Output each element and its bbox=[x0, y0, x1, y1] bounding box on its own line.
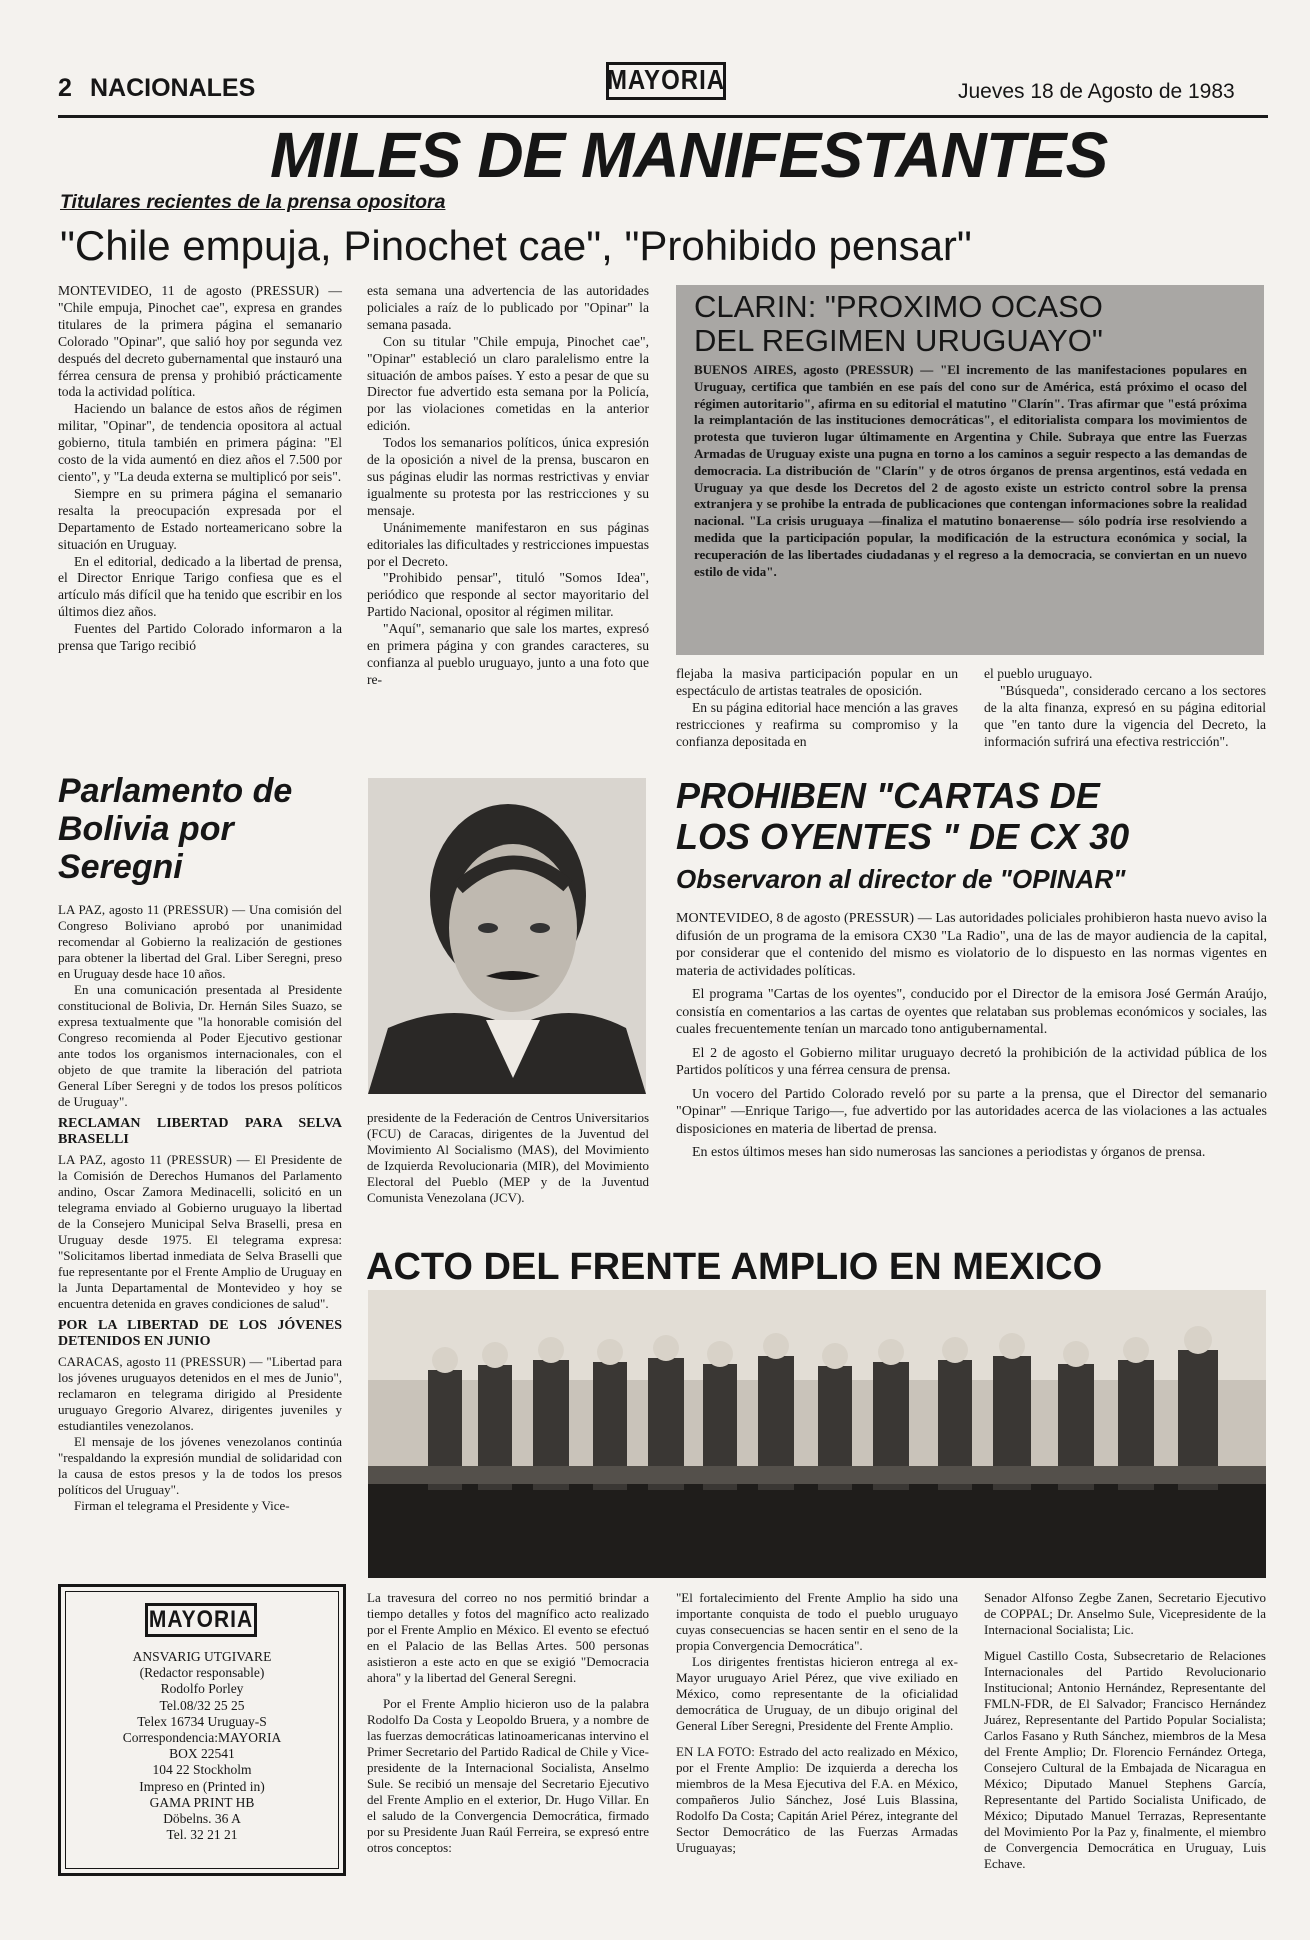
mexico-photo-caption: EN LA FOTO: Estrado del acto realizado en México, por el Frente Amplio: De izquierda a derecha los miembros de la Mesa Ejecutiva del F.A. en México, compañeros Julio Sánchez, José Luis Blassina, Rodolfo Da Costa; Capitán Ariel Pérez, integrante del Sector Democrático de las Fuerzas Armadas Uruguayas; bbox=[676, 1744, 958, 1855]
imprint-line: Impreso en (Printed in) bbox=[139, 1778, 265, 1794]
mexico-column-2 bbox=[676, 1590, 958, 1856]
lead-paragraph: flejaba la masiva participación popular en un espectáculo de artistas teatrales de oposición. bbox=[676, 666, 958, 698]
imprint-box bbox=[58, 1584, 346, 1876]
mexico-paragraph: Miguel Castillo Costa, Subsecretario de Relaciones Internacionales del Partido Revolucionario Institucional; Antonio Hernández, Representante del FMLN-FDR, de El Salvador; Francisco Hernández Juárez, Representante del Partido Popular Socialista; Carlos Fasano y Ruth Sánchez, miembros de la Mesa del Frente Amplio; Dr. Florencio Fernández Ortega, Consejero Cultural de la Embajada de Nicaragua en México; Diputado Manuel Stephens García, Representante del Partido Socialista Unificado, de México; Diputado Manuel Terrazas, Representante del Movimiento Por la Paz y, finalmente, el miembro de Convergencia Democrática en Uruguay, Luis Echave. bbox=[984, 1648, 1266, 1871]
imprint-line: (Redactor responsable) bbox=[139, 1665, 265, 1681]
lead-story-column-4 bbox=[984, 666, 1266, 751]
mexico-paragraph: Senador Alfonso Zegbe Zanen, Secretario Ejecutivo de COPPAL; Dr. Anselmo Sule, Vicepresidente de la Internacional Socialista; Lic. bbox=[984, 1590, 1266, 1637]
mexico-paragraph: Los dirigentes frentistas hicieron entrega al ex-Mayor uruguayo Ariel Pérez, que vive exiliado en México, como representante de la oficialidad democrática de Uruguay, de un dibujo original del General Líber Seregni, Presidente del Frente Amplio. bbox=[676, 1654, 958, 1733]
lead-paragraph: Unánimemente manifestaron en sus páginas editoriales las dificultades y restricciones impuestas por el Decreto. bbox=[367, 519, 649, 569]
lead-story-column-2 bbox=[367, 283, 649, 689]
bolivia-paragraph: En una comunicación presentada al Presidente constitucional de Bolivia, Dr. Hernán Siles Suazo, se expresa textualmente que "la honorable comisión del Congreso recomienda al Poder Ejecutivo gestionar ante todos los organismos internacionales, con el objeto de que tramite la liberación del patriota General Líber Seregni y de todos los presos políticos de Uruguay". bbox=[58, 982, 342, 1109]
clarin-body: BUENOS AIRES, agosto (PRESSUR) — "El incremento de las manifestaciones populares en Uruguay, certifica que también en ese país del cono sur de América, está próximo el ocaso del régimen autoritario", afirma en su editorial el matutino "Clarín". Tras afirmar que "está próxima la reimplantación de las instituciones democráticas", el editorialista compara los movimientos de protesta que tuvieron lugar últimamente en Argentina y Chile. Subraya que entre las Fuerzas Armadas de Uruguay existe una pugna en torno a los caminos a seguir respecto a las demandas de democracia. La distribución de "Clarín" y de otros órganos de prensa argentinos, está vedada en Uruguay ya que desde los Decretos del 2 de agosto existe un estricto control sobre la prensa extranjera y se prohibe la entrada de publicaciones que contengan informaciones sobre la realidad nacional. "La crisis uruguaya —finaliza el matutino bonaerense— sólo podría irse resolviendo a medida que la participación popular, la modificación de la estructura económica y social, la recuperación de las libertades ciudadanas y el regreso a la democracia, se conviertan en un nuevo estilo de vida". bbox=[694, 362, 1247, 579]
imprint-line: 104 22 Stockholm bbox=[152, 1762, 252, 1778]
lead-story-column-3 bbox=[676, 666, 958, 751]
imprint-logo-text: MAYORIA bbox=[148, 1606, 254, 1633]
jovenes-paragraph: CARACAS, agosto 11 (PRESSUR) — "Libertad para los jóvenes uruguayos detenidos en el mes de Junio", reclamaron en telegrama dirigido al Presidente uruguayo Gregorio Alvarez, dirigentes juveniles y estudiantiles venezolanos. bbox=[58, 1354, 342, 1433]
lead-paragraph: Siempre en su primera página el semanario resalta la preocupación expresada por el Departamento de Estado norteamericano sobre la situación en Uruguay. bbox=[58, 485, 342, 552]
imprint-line: Döbelns. 36 A bbox=[163, 1811, 241, 1827]
mexico-column-3 bbox=[984, 1590, 1266, 1872]
lead-paragraph: Todos los semanarios políticos, única expresión de la oposición a nivel de la prensa, buscaron en sus páginas eludir las normas restrictivas y enviar igualmente su protesta por las restricciones y su mensaje. bbox=[367, 435, 649, 518]
clarin-box bbox=[676, 285, 1264, 655]
cx30-column bbox=[676, 910, 1267, 1162]
cx30-paragraph: El programa "Cartas de los oyentes", conducido por el Director de la emisora José Germán Araújo, consistía en comentarios a las cartas de oyentes que relataban sus problemas económicos y sociales, las cuales frecuentemente tenían un marcado tono antigubernamental. bbox=[676, 987, 1267, 1037]
imprint-line: Rodolfo Porley bbox=[160, 1681, 244, 1697]
issue-date: Jueves 18 de Agosto de 1983 bbox=[958, 80, 1235, 103]
main-headline: MILES DE MANIFESTANTES bbox=[270, 119, 1108, 191]
page-number: 2 bbox=[58, 74, 72, 102]
lead-paragraph: "Búsqueda", considerado cercano a los sectores de la alta finanza, expresó en su página editorial que "en tanto dure la vigencia del Decreto, la información sufrirá una efectiva restricción". bbox=[984, 682, 1266, 749]
event-stage-illustration bbox=[368, 1290, 1266, 1578]
braselli-paragraph: LA PAZ, agosto 11 (PRESSUR) — El Presidente de la Comisión de Derechos Humanos del Parlamento andino, Oscar Zamora Medinacelli, solicitó en un telegrama enviado al Gobierno uruguayo la libertad de la Consejero Municipal Selva Braselli, presa en Uruguay desde 1975. El telegrama expresa: "Solicitamos libertad inmediata de Selva Braselli que fue representante por el Frente Amplio de Uruguay en la Junta Departamental de Montevideo y hoy se encuentra detenida en graves condiciones de salud". bbox=[58, 1152, 342, 1311]
cx30-paragraph: El 2 de agosto el Gobierno militar uruguayo decretó la prohibición de la actividad pública de los Partidos políticos y una férrea censura de prensa. bbox=[676, 1045, 1267, 1078]
jovenes-paragraph: Firman el telegrama el Presidente y Vice- bbox=[74, 1498, 290, 1513]
subhead-braselli: RECLAMAN LIBERTAD PARA SELVA BRASELLI bbox=[58, 1116, 342, 1147]
jovenes-paragraph: El mensaje de los jóvenes venezolanos continúa "respaldando la expresión mundial de solidaridad con la causa de estos presos y la de todos los presos políticos del Uruguay". bbox=[58, 1434, 342, 1497]
mexico-paragraph: "El fortalecimiento del Frente Amplio ha sido una importante conquista de todo el pueblo uruguayo cuyas consecuencias se hacen sentir en el seno de la propia Convergencia Democrática". bbox=[676, 1590, 958, 1653]
imprint-line: Telex 16734 Uruguay-S bbox=[137, 1713, 267, 1729]
bolivia-paragraph: LA PAZ, agosto 11 (PRESSUR) — Una comisión del Congreso Boliviano aprobó por unanimidad recomendar al Gobierno la realización de gestiones para obtener la libertad del Gral. Liber Seregni, preso en Uruguay desde hace 10 años. bbox=[58, 902, 342, 981]
imprint-line: ANSVARIG UTGIVARE bbox=[132, 1649, 272, 1664]
imprint-line: BOX 22541 bbox=[169, 1746, 235, 1762]
mexico-column-1 bbox=[367, 1590, 649, 1856]
cx30-headline-line-1: PROHIBEN "CARTAS DE bbox=[676, 775, 1100, 816]
subheadline: "Chile empuja, Pinochet cae", "Prohibido pensar" bbox=[60, 222, 972, 269]
lead-paragraph: Haciendo un balance de estos años de régimen militar, "Opinar", de tendencia opositora al actual gobierno, titula también en primera página: "El costo de la vida aumentó en diez años el 7.500 por ciento", y "La deuda externa se multiplicó por seis". bbox=[58, 401, 342, 484]
bolivia-headline: Parlamento de Bolivia por Seregni bbox=[58, 772, 293, 886]
lead-paragraph: En su página editorial hace mención a las graves restricciones y reafirma su compromiso y la confianza depositada en bbox=[676, 699, 958, 749]
cx30-subhead: Observaron al director de "OPINAR" bbox=[676, 864, 1126, 894]
clarin-title-line-2: DEL REGIMEN URUGUAYO" bbox=[694, 323, 1103, 358]
imprint-line: Correspondencia:MAYORIA bbox=[122, 1730, 282, 1746]
imprint-lines bbox=[61, 1649, 343, 1843]
imprint-logo bbox=[145, 1603, 257, 1637]
lead-story-column-1 bbox=[58, 283, 342, 655]
lead-paragraph: MONTEVIDEO, 11 de agosto (PRESSUR) — "Chile empuja, Pinochet cae", expresa en grandes titulares de la primera página el semanario Colorado "Opinar", que salió hoy por segunda vez después del decreto gubernamental que instauró una férrea censura de prensa y prohibió prácticamente toda la actividad política. bbox=[58, 283, 342, 400]
lead-paragraph: En el editorial, dedicado a la libertad de prensa, el Director Enrique Tarigo confiesa que es el artículo más difícil que ha tenido que escribir en los últimos diez años. bbox=[58, 553, 342, 620]
lead-paragraph: el pueblo uruguayo. bbox=[984, 666, 1093, 681]
masthead-logo-text: MAYORIA bbox=[606, 64, 726, 96]
lead-paragraph: esta semana una advertencia de las autoridades policiales a raíz de lo publicado por "Opinar" la semana pasada. bbox=[367, 283, 649, 332]
imprint-line: GAMA PRINT HB bbox=[149, 1794, 255, 1810]
cx30-paragraph: MONTEVIDEO, 8 de agosto (PRESSUR) — Las autoridades policiales prohibieron hasta nuevo aviso la difusión de un programa de la emisora CX30 "La Radio", una de las de mayor audiencia de la capital, por considerar que el contenido del mismo es violatorio de lo dispuesto en las normas vigentes en materia de actividades políticas. bbox=[676, 911, 1267, 979]
subhead-jovenes: POR LA LIBERTAD DE LOS JÓVENES DETENIDOS EN JUNIO bbox=[58, 1318, 342, 1349]
imprint-line: Tel. 32 21 21 bbox=[166, 1827, 238, 1843]
cx30-paragraph: En estos últimos meses han sido numerosas las sanciones a periodistas y órganos de prensa. bbox=[692, 1145, 1206, 1160]
clarin-title-line-1: CLARIN: "PROXIMO OCASO bbox=[694, 289, 1103, 324]
mexico-event-photo bbox=[368, 1290, 1266, 1578]
mexico-headline: ACTO DEL FRENTE AMPLIO EN MEXICO bbox=[366, 1246, 1103, 1288]
section-title: NACIONALES bbox=[90, 74, 256, 102]
portrait-illustration bbox=[368, 778, 646, 1094]
cx30-headline-line-2: LOS OYENTES " DE CX 30 bbox=[676, 816, 1130, 857]
portrait-photo bbox=[368, 778, 646, 1094]
lead-paragraph: "Prohibido pensar", tituló "Somos Idea", periódico que responde al sector mayoritario del Partido Nacional, opositor al régimen militar. bbox=[367, 570, 649, 620]
mexico-paragraph: Por el Frente Amplio hicieron uso de la palabra Rodolfo Da Costa y Leopoldo Bruera, y a nombre de las fuerzas democráticas latinoamericanas intervino el Primer Secretario del Partido Radical de Chile y Vice-presidente de la Internacional Socialista, Anselmo Sule. Se recibió un mensaje del Secretario Ejecutivo del Frente Amplio en el exterior, Dr. Hugo Villar. En el saludo de la Convergencia Democrática, firmado por su Presidente Juan Raúl Ferreira, se expresó entre otros conceptos: bbox=[367, 1696, 650, 1855]
imprint-line: Tel.08/32 25 25 bbox=[159, 1697, 245, 1713]
portrait-caption: presidente de la Federación de Centros Universitarios (FCU) de Caracas, dirigentes de la Juventud del Movimiento Al Socialismo (MAS), del Movimiento de Izquierda Revolucionaria (MIR), del Movimiento Electoral del Pueblo (MEP y de la Juventud Comunista Venezolana (JCV). bbox=[367, 1110, 649, 1205]
lead-paragraph: Fuentes del Partido Colorado informaron a la prensa que Tarigo recibió bbox=[58, 621, 342, 654]
lead-paragraph: "Aquí", semanario que sale los martes, expresó en primera página y con grandes caracteres, su confianza al pueblo uruguayo, junto a una foto que re- bbox=[367, 621, 649, 687]
cx30-paragraph: Un vocero del Partido Colorado reveló por su parte a la prensa, que el Director del semanario "Opinar" —Enrique Tarigo—, fue advertido por las autoridades acerca de las violaciones a las actuales disposiciones en materia de libertad de prensa. bbox=[676, 1086, 1267, 1137]
mexico-paragraph: La travesura del correo no nos permitió brindar a tiempo detalles y fotos del magnífico acto realizado por el Frente Amplio en México. El evento se efectuó en el Palacio de las Bellas Artes. 500 personas asistieron a este acto en que se exigió "Democracia ahora" y la libertad del General Seregni. bbox=[367, 1590, 649, 1685]
lead-paragraph: Con su titular "Chile empuja, Pinochet cae", "Opinar" estableció un claro paralelismo entre la situación de ambos países. Y esto a pesar de que su Director fue advertido esta semana por la Policía, por las violaciones cometidas en la anterior edición. bbox=[367, 333, 649, 434]
masthead-logo bbox=[606, 62, 726, 100]
bolivia-column bbox=[58, 902, 342, 1514]
kicker: Titulares recientes de la prensa opositora bbox=[60, 191, 446, 213]
